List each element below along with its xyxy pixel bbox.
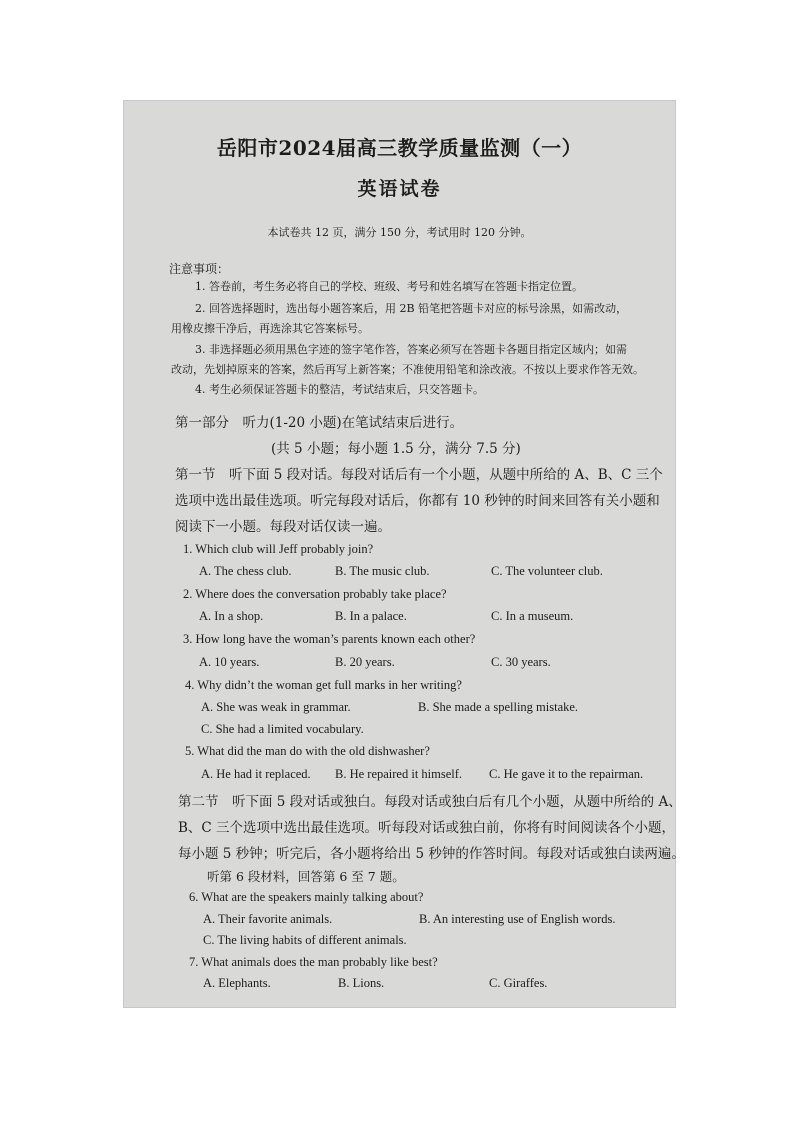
option-a: A. Their favorite animals. bbox=[203, 912, 333, 926]
option-c: C. In a museum. bbox=[491, 609, 574, 623]
option-b: B. In a palace. bbox=[335, 609, 407, 623]
option-c: C. She had a limited vocabulary. bbox=[201, 722, 364, 736]
notes-title: 注意事项： bbox=[169, 262, 230, 276]
material-6-heading: 听第 6 段材料，回答第 6 至 7 题。 bbox=[207, 869, 405, 884]
note-line: 3. 非选择题必须用黑色字迹的签字笔作答，答案必须写在答题卡各题目指定区域内；如需 bbox=[195, 343, 627, 356]
exam-subtitle: 英语试卷 bbox=[357, 178, 442, 200]
option-b: B. Lions. bbox=[338, 976, 385, 990]
option-c: C. Giraffes. bbox=[489, 976, 548, 990]
note-line: 2. 回答选择题时，选出每小题答案后，用 2B 铅笔把答题卡对应的标号涂黑，如需改动， bbox=[195, 302, 628, 315]
question-5: 5. What did the man do with the old dishwasher? bbox=[185, 744, 430, 758]
section1-instructions: 第一节 听下面 5 段对话。每段对话后有一个小题，从题中所给的 A、B、C 三个 bbox=[175, 467, 663, 483]
option-b: B. 20 years. bbox=[335, 655, 395, 669]
option-b: B. The music club. bbox=[335, 564, 430, 578]
note-line: 改动，先划掉原来的答案，然后再写上新答案；不准使用铅笔和涂改液。不按以上要求作答无效。 bbox=[171, 363, 644, 376]
question-4: 4. Why didn’t the woman get full marks in her writing? bbox=[185, 678, 462, 692]
option-a: A. She was weak in grammar. bbox=[201, 700, 351, 714]
question-3: 3. How long have the woman’s parents known each other? bbox=[183, 632, 476, 646]
part1-heading: 第一部分 听力(1-20 小题)在笔试结束后进行。 bbox=[175, 415, 464, 431]
note-line: 4. 考生必须保证答题卡的整洁，考试结束后，只交答题卡。 bbox=[195, 383, 484, 396]
option-a: A. Elephants. bbox=[203, 976, 271, 990]
section2-instructions: B、C 三个选项中选出最佳选项。听每段对话或独白前，你将有时间阅读各个小题， bbox=[178, 820, 676, 836]
option-b: B. An interesting use of English words. bbox=[419, 912, 616, 926]
exam-info: 本试卷共 12 页，满分 150 分，考试用时 120 分钟。 bbox=[267, 226, 532, 239]
question-1: 1. Which club will Jeff probably join? bbox=[183, 542, 374, 556]
question-2: 2. Where does the conversation probably take place? bbox=[183, 587, 447, 601]
option-a: A. 10 years. bbox=[199, 655, 260, 669]
section2-instructions: 每小题 5 秒钟；听完后，各小题将给出 5 秒钟的作答时间。每段对话或独白读两遍。 bbox=[178, 846, 685, 862]
option-a: A. He had it replaced. bbox=[201, 767, 311, 781]
option-c: C. 30 years. bbox=[491, 655, 551, 669]
section1-instructions: 阅读下一小题。每段对话仅读一遍。 bbox=[175, 519, 391, 535]
option-b: B. She made a spelling mistake. bbox=[418, 700, 579, 714]
option-c: C. The volunteer club. bbox=[491, 564, 603, 578]
option-c: C. The living habits of different animals. bbox=[203, 933, 407, 947]
exam-title: 岳阳市2024届高三教学质量监测（一） bbox=[216, 136, 583, 160]
option-c: C. He gave it to the repairman. bbox=[489, 767, 644, 781]
note-line: 1. 答卷前，考生务必将自己的学校、班级、考号和姓名填写在答题卡指定位置。 bbox=[195, 280, 583, 293]
option-a: A. In a shop. bbox=[199, 609, 264, 623]
option-b: B. He repaired it himself. bbox=[335, 767, 463, 781]
section1-instructions: 选项中选出最佳选项。听完每段对话后，你都有 10 秒钟的时间来回答有关小题和 bbox=[175, 493, 660, 509]
question-6: 6. What are the speakers mainly talking about? bbox=[189, 890, 424, 904]
section2-instructions: 第二节 听下面 5 段对话或独白。每段对话或独白后有几个小题，从题中所给的 A、 bbox=[178, 794, 682, 810]
question-7: 7. What animals does the man probably like best? bbox=[189, 955, 438, 969]
part1-score: (共 5 小题；每小题 1.5 分，满分 7.5 分) bbox=[271, 441, 521, 457]
note-line: 用橡皮擦干净后，再选涂其它答案标号。 bbox=[171, 322, 369, 335]
exam-paper bbox=[123, 100, 685, 1008]
option-a: A. The chess club. bbox=[199, 564, 292, 578]
